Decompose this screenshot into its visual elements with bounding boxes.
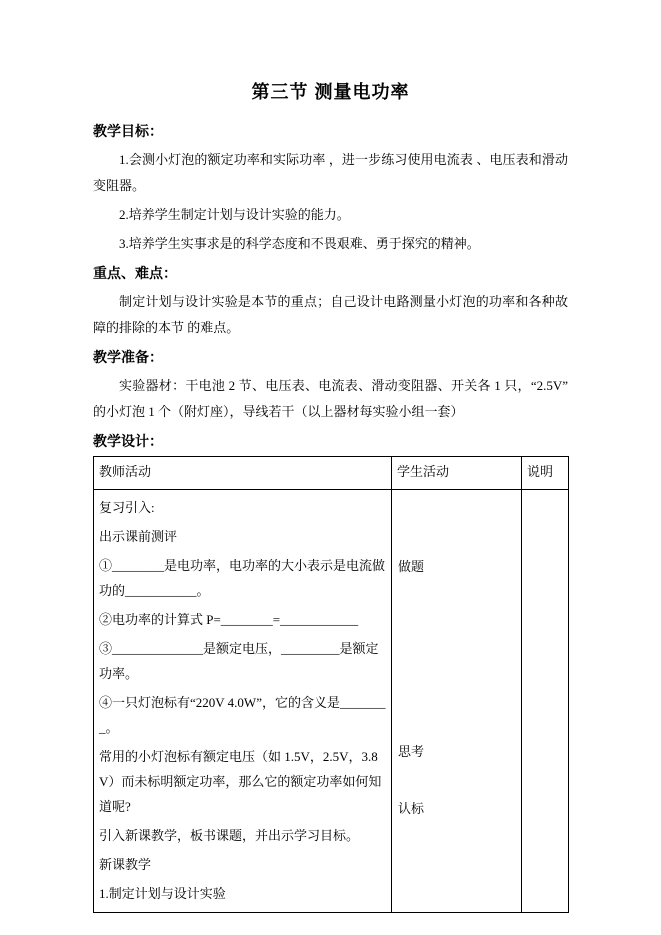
section-heading-preparation: 教学准备：	[93, 349, 163, 365]
plan-and-design-experiment-item: 1.制定计划与设计实验	[99, 886, 226, 901]
pre-class-quiz-label: 出示课前测评	[99, 529, 178, 544]
student-action-do-problems: 做题	[398, 559, 425, 574]
teacher-activity-cell	[94, 490, 392, 913]
new-lesson-intro: 引入新课教学，板书课题，并出示学习目标。	[99, 828, 360, 843]
teaching-goal-item-1: 1.会测小灯泡的额定功率和实际功率 ，进一步练习使用电流表 、电压表和滑动变阻器。	[93, 152, 568, 193]
preparation-body: 实验器材：干电池 2 节、电压表、电流表、滑动变阻器、开关各 1 只，“2.5V”的小灯泡 1 个（附灯座），导线若干（以上器材每实验小组一套）	[93, 378, 568, 419]
student-activity-cell	[392, 490, 522, 913]
quiz-question-3: ③______________是额定电压，_________是额定功率。	[99, 641, 379, 681]
notes-cell	[522, 490, 569, 913]
quiz-question-2: ②电功率的计算式 P=________=____________	[99, 612, 359, 627]
teaching-goal-item-2: 2.培养学生制定计划与设计实验的能力。	[119, 207, 350, 222]
teaching-goal-item-3: 3.培养学生实事求是的科学态度和不畏艰难、勇于探究的精神。	[119, 236, 480, 251]
column-header-student-activity: 学生活动	[392, 457, 522, 490]
new-lesson-teaching-label: 新课教学	[99, 857, 152, 872]
student-action-think: 思考	[398, 744, 425, 759]
quiz-question-4: ④一只灯泡标有“220V 4.0W”，它的含义是________。	[99, 695, 386, 735]
quiz-question-1: ①________是电功率，电功率的大小表示是电流做功的___________。	[99, 558, 386, 598]
table-body-row	[94, 490, 569, 913]
page-title: 第三节 测量电功率	[251, 82, 410, 102]
teaching-design-table	[93, 456, 569, 913]
table-header-row	[94, 457, 569, 490]
discussion-question: 常用的小灯泡标有额定电压（如 1.5V，2.5V，3.8V）而未标明额定功率，那么它的额定功率如何知道呢?	[99, 749, 382, 814]
column-header-notes: 说明	[522, 457, 569, 490]
key-points-body: 制定计划与设计实验是本节的重点；自己设计电路测量小灯泡的功率和各种故障的排除的本节 的难点。	[93, 294, 568, 335]
student-action-acknowledge-goals: 认标	[398, 801, 425, 816]
section-heading-teaching-goals: 教学目标：	[93, 123, 163, 139]
section-heading-teaching-design: 教学设计：	[93, 433, 163, 449]
section-heading-key-points: 重点、难点：	[93, 265, 177, 281]
review-intro-label: 复习引入:	[99, 500, 155, 515]
column-header-teacher-activity: 教师活动	[94, 457, 392, 490]
